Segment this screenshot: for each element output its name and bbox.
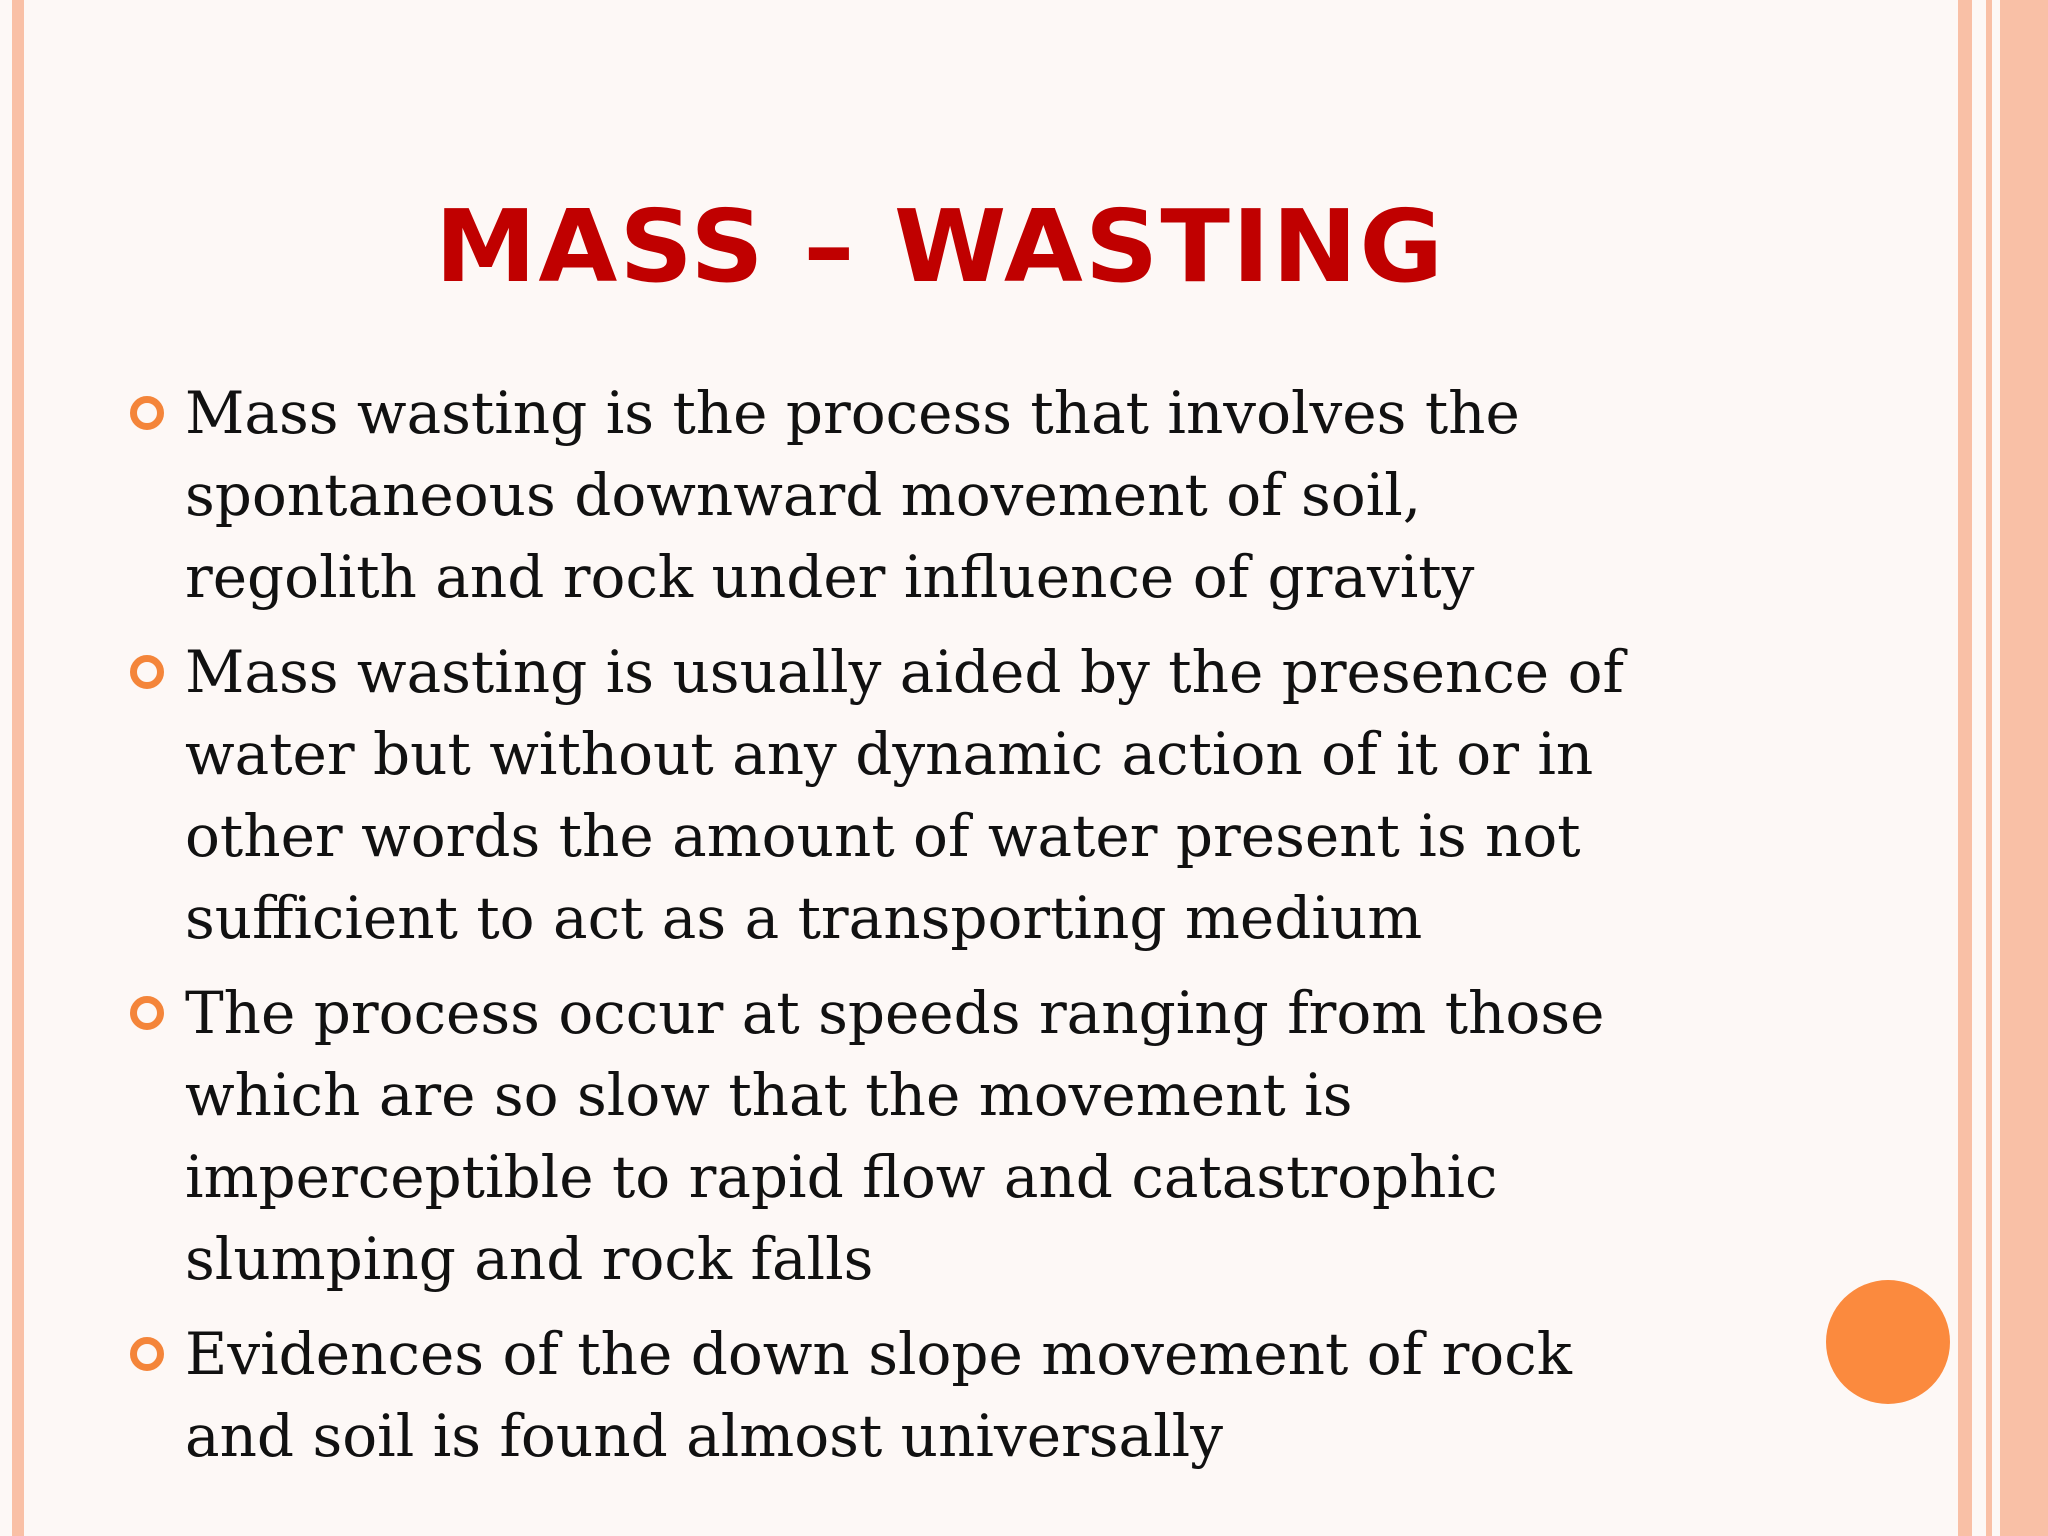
bullet-line: The process occur at speeds ranging from those [185,979,1605,1047]
orange-dot-icon [1826,1280,1950,1404]
right-stripe [1958,0,1972,1536]
bullet-item [130,631,1780,959]
ring-bullet-icon [130,1337,164,1371]
right-stripe [2000,0,2048,1536]
bullet-line: other words the amount of water present is not [185,802,1581,870]
bullet-line: slumping and rock falls [185,1225,874,1293]
ring-bullet-icon [130,396,164,430]
bullet-line: Mass wasting is usually aided by the presence of [185,638,1624,706]
bullet-item [130,372,1780,618]
right-stripe [1986,0,1992,1536]
bullet-line: water but without any dynamic action of it or in [185,720,1594,788]
bullet-line: Mass wasting is the process that involves the [185,379,1520,447]
bullet-line: and soil is found almost universally [185,1402,1223,1470]
bullet-line: which are so slow that the movement is [185,1061,1353,1129]
bullet-item [130,972,1780,1300]
bullet-line: spontaneous downward movement of soil, [185,461,1422,529]
bullet-line: regolith and rock under influence of gravity [185,543,1475,611]
bullet-list [130,372,1780,1490]
slide-title: MASS – WASTING [434,188,1446,305]
bullet-line: sufficient to act as a transporting medium [185,884,1423,952]
ring-bullet-icon [130,996,164,1030]
bullet-line: imperceptible to rapid flow and catastrophic [185,1143,1498,1211]
bullet-line: Evidences of the down slope movement of rock [185,1320,1572,1388]
bullet-item [130,1313,1780,1477]
ring-bullet-icon [130,655,164,689]
